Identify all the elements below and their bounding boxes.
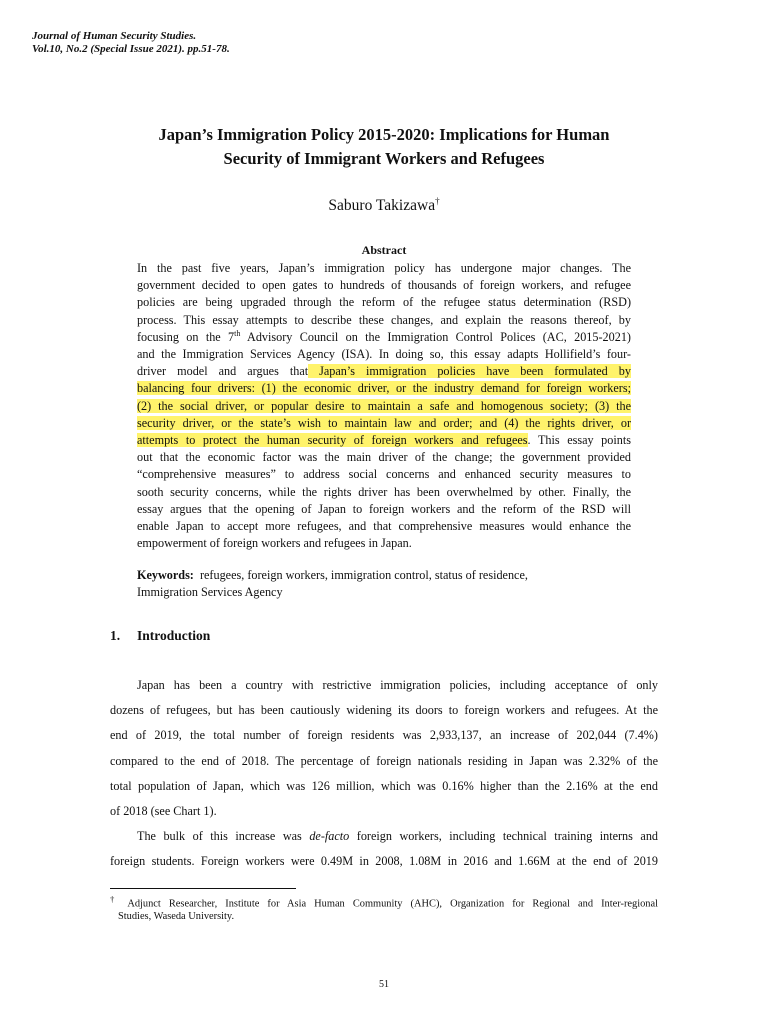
ordinal-superscript: th — [234, 328, 241, 338]
footnote-line — [110, 893, 658, 910]
abstract-line — [137, 415, 631, 432]
keywords — [137, 567, 528, 601]
abstract-text — [137, 260, 631, 552]
body-line: of 2018 (see Chart 1). — [110, 804, 217, 819]
abstract-line: empowerment of foreign workers and refugees in Japan. — [137, 536, 412, 551]
author-name: Saburo Takizawa — [328, 197, 436, 215]
abstract-line — [137, 363, 631, 380]
abstract-line — [137, 329, 631, 346]
keywords-line: Immigration Services Agency — [137, 585, 283, 599]
abstract-line — [137, 432, 631, 449]
body-line — [110, 824, 658, 849]
footnote-mark: † — [110, 894, 120, 904]
abstract-text-run: driver model and argues that — [137, 364, 309, 379]
footnote-text: Adjunct Researcher, Institute for Asia Human Community (AHC), Organization for Regional and Inter-regional — [119, 898, 658, 910]
abstract-line: “comprehensive measures” to address social concerns and enhanced security measures to — [137, 467, 631, 482]
highlighted-text[interactable]: (2) the social driver, or popular desire to maintain a safe and homogenous society; (3) the — [137, 398, 631, 413]
journal-citation — [32, 30, 230, 56]
highlighted-text[interactable]: security driver, or the state’s wish to maintain law and order; and (4) the rights driver, or — [137, 415, 631, 430]
body-line: total population of Japan, which was 126 million, which was 0.16% higher than the 2.16% at the end — [110, 778, 658, 793]
keywords-list: refugees, foreign workers, immigration control, status of residence, — [199, 568, 528, 582]
body-text-run: foreign workers, including technical training interns and — [349, 829, 659, 844]
highlighted-text[interactable]: balancing four drivers: (1) the economic driver, or the industry demand for foreign workers; — [137, 381, 631, 396]
abstract-line: enable Japan to accept more refugees, and that comprehensive measures would enhance the — [137, 519, 631, 534]
body-text — [110, 673, 658, 875]
paper-title — [110, 123, 658, 171]
title-line-1: Japan’s Immigration Policy 2015-2020: Implications for Human — [158, 125, 610, 144]
abstract-text-run: focusing on the 7 — [137, 329, 235, 344]
emphasis-text: de-facto — [309, 829, 350, 844]
highlighted-text[interactable]: Japan’s immigration policies have been formulated by — [308, 364, 631, 379]
abstract-line: In the past five years, Japan’s immigration policy has undergone major changes. The — [137, 261, 631, 275]
body-text-run: The bulk of this increase was — [137, 829, 310, 844]
abstract-line: essay argues that the opening of Japan to foreign workers and the reform of the RSD will — [137, 501, 631, 516]
body-line: foreign students. Foreign workers were 0.49M in 2008, 1.08M in 2016 and 1.66M at the end of 2019 — [110, 854, 658, 869]
journal-volume: Vol.10, No.2 (Special Issue 2021). pp.51-78. — [32, 43, 230, 55]
abstract-line: government decided to open gates to hundreds of thousands of foreign workers, and refugee — [137, 278, 631, 293]
abstract-text-run: . This essay points — [527, 433, 631, 448]
section-heading — [110, 628, 210, 644]
title-line-2: Security of Immigrant Workers and Refugees — [223, 149, 545, 168]
keywords-label: Keywords: — [137, 568, 194, 582]
body-line: compared to the end of 2018. The percentage of foreign nationals residing in Japan was 2.32% of the — [110, 753, 658, 768]
body-line: end of 2019, the total number of foreign residents was 2,933,137, an increase of 202,044 (7.4%) — [110, 728, 658, 743]
abstract-heading: Abstract — [361, 243, 407, 257]
page-number: 51 — [379, 979, 389, 990]
keywords-line — [137, 567, 528, 584]
highlighted-text[interactable]: attempts to protect the human security of foreign workers and refugees — [137, 433, 528, 448]
section-title: Introduction — [137, 628, 211, 643]
section-number: 1. — [110, 628, 121, 643]
abstract-line — [137, 380, 631, 397]
abstract-line: policies are being upgraded through the reform of the refugee status determination (RSD) — [137, 295, 631, 310]
journal-name: Journal of Human Security Studies. — [32, 30, 197, 42]
abstract-line: out that the economic factor was the main driver of the change; the government provided — [137, 450, 631, 465]
abstract-text-run: Advisory Council on the Immigration Control Polices (AC, 2015-2021) — [240, 329, 631, 344]
body-line: dozens of refugees, but has been cautiously widening its doors to foreign workers and refugees. At the — [110, 703, 658, 718]
abstract-line: process. This essay attempts to describe these changes, and explain the reasons thereof, by — [137, 312, 631, 327]
abstract-line — [137, 398, 631, 415]
footnote-line: Studies, Waseda University. — [118, 911, 235, 923]
author-footnote-mark[interactable]: † — [435, 196, 440, 206]
author — [110, 196, 658, 215]
body-line: Japan has been a country with restrictive immigration policies, including acceptance of only — [137, 678, 658, 692]
footnote-divider — [110, 888, 296, 889]
abstract-line: and the Immigration Services Agency (ISA). In doing so, this essay adapts Hollifield’s four- — [137, 347, 631, 362]
footnote — [110, 893, 658, 923]
abstract-line: sooth security concerns, while the rights driver has been overwhelmed by other. Finally, the — [137, 484, 631, 499]
